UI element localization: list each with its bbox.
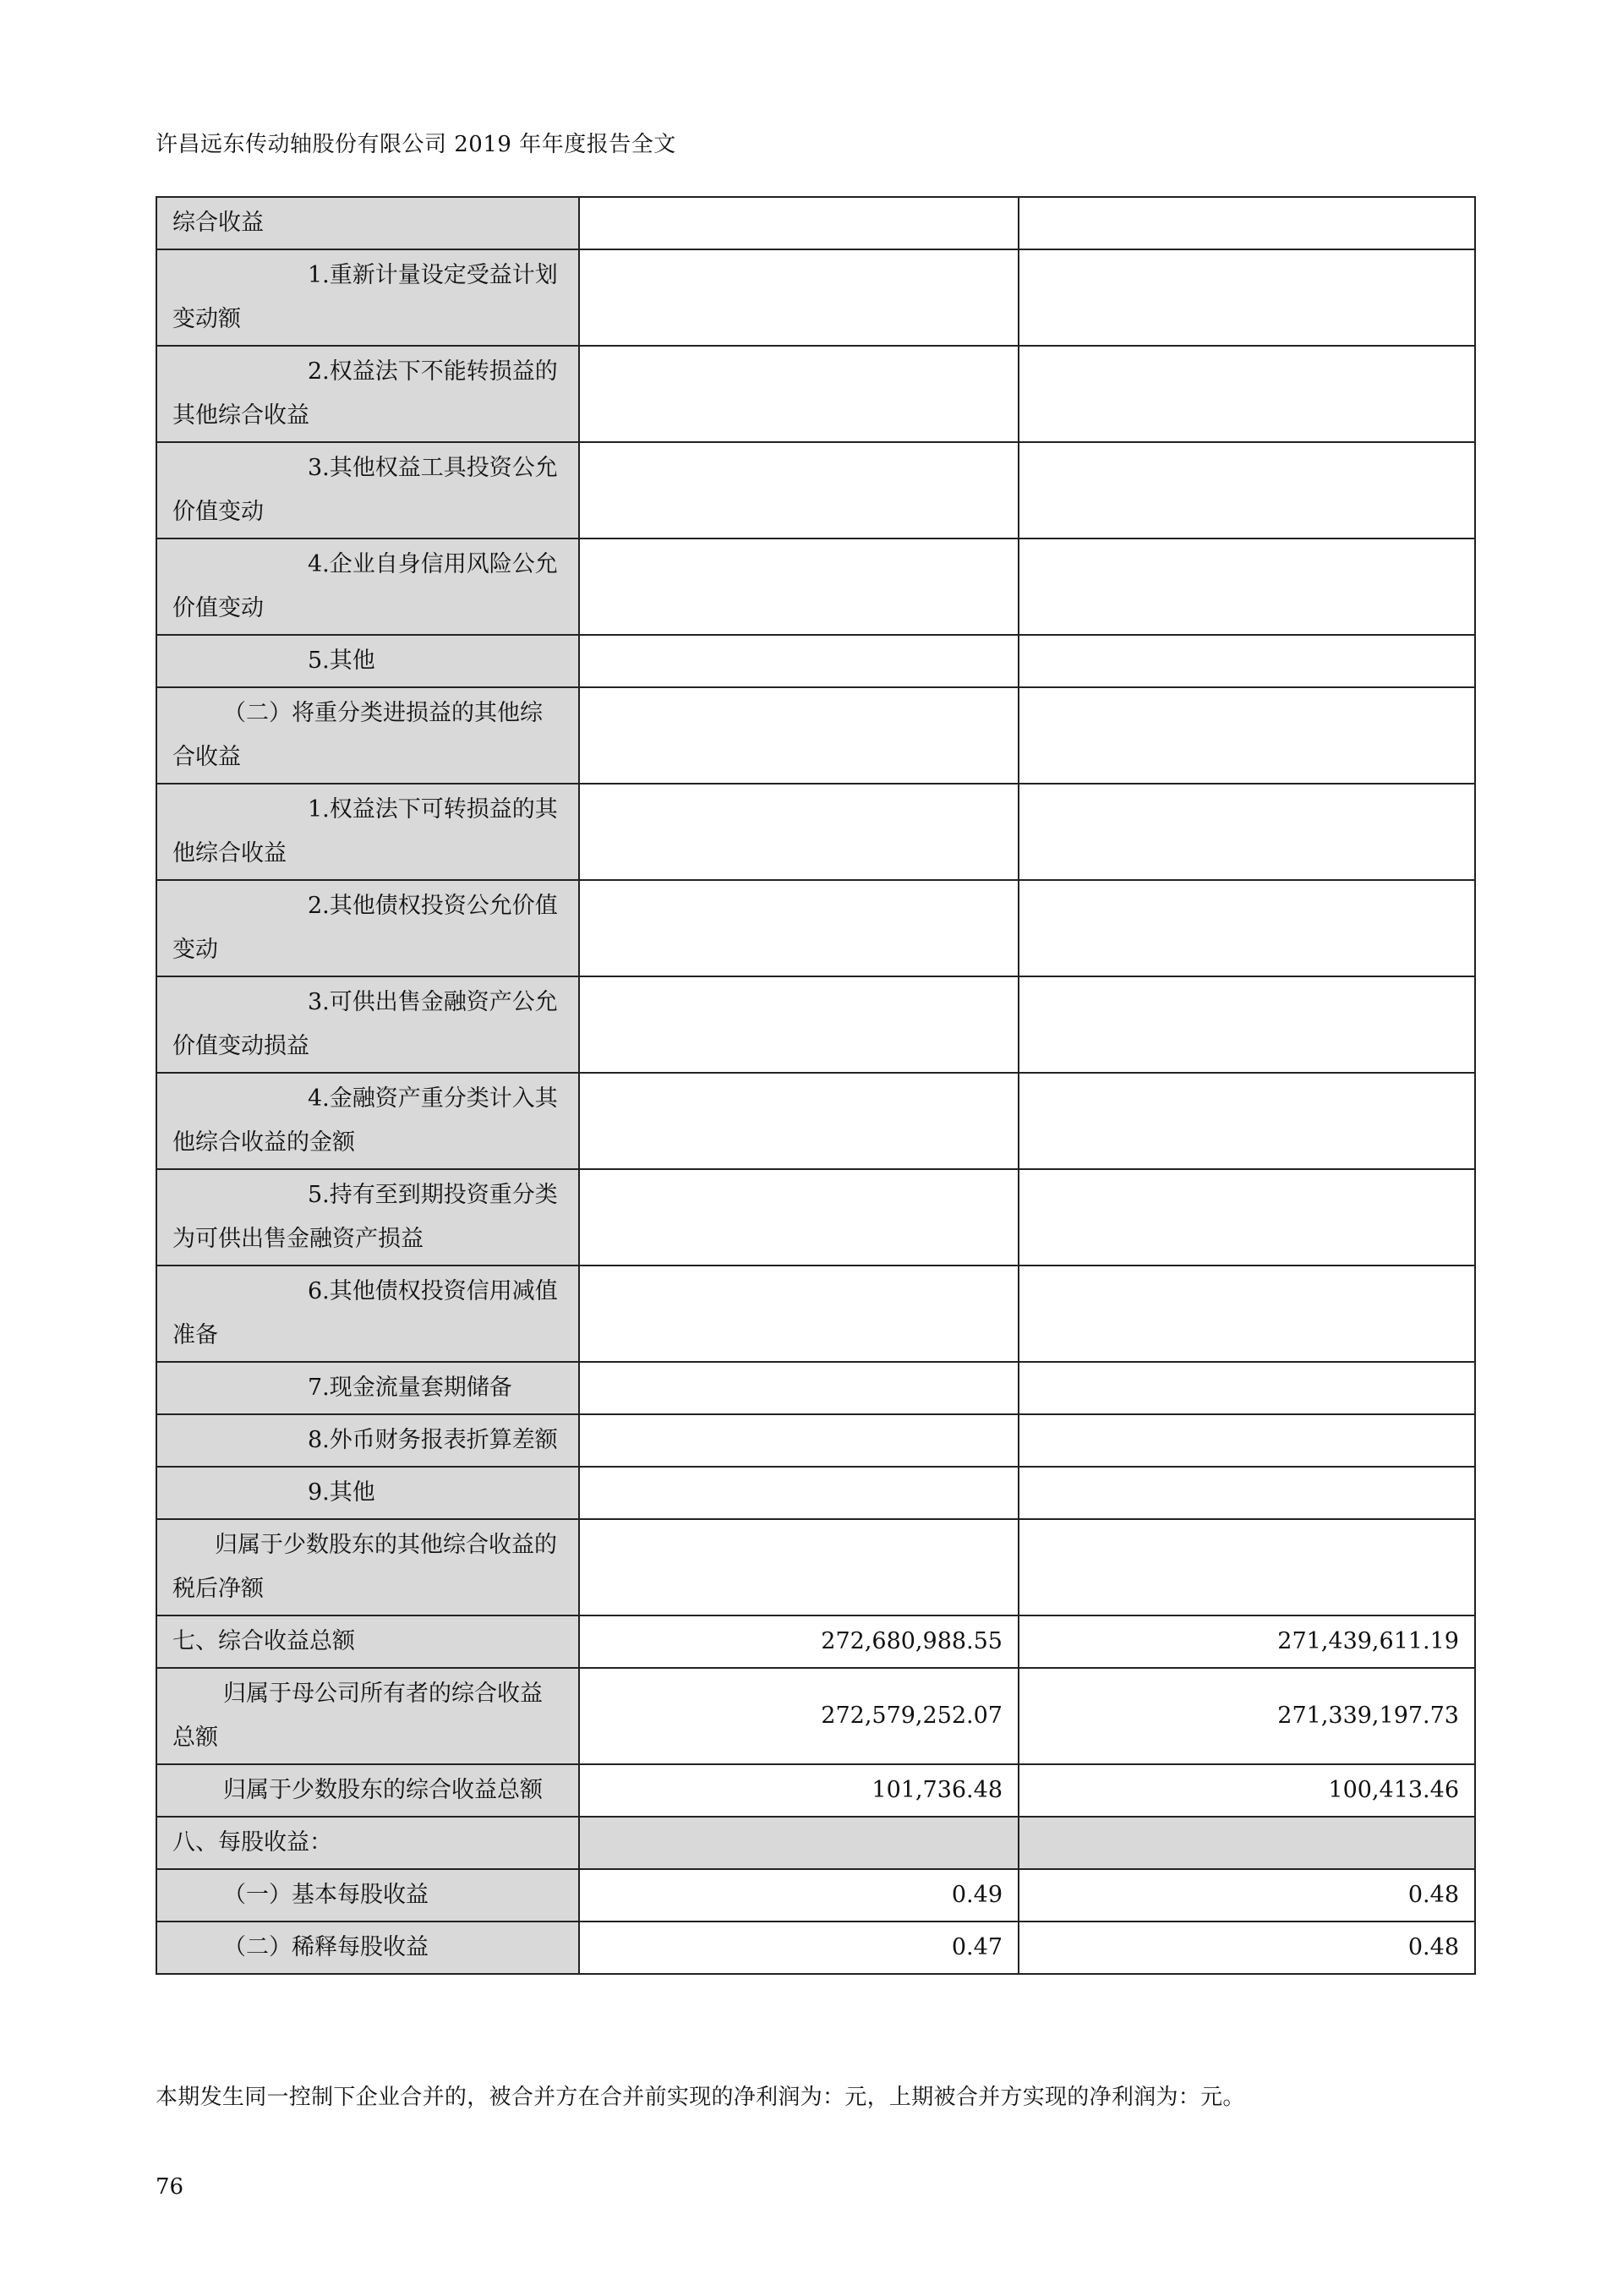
table-row [156,346,1475,442]
previous-period-value [1019,1266,1475,1362]
current-period-value [579,1362,1019,1414]
current-period-value [579,1169,1019,1266]
previous-period-value [1019,442,1475,538]
row-label: 2.权益法下不能转损益的其他综合收益 [156,346,579,442]
table-row [156,1266,1475,1362]
row-label: 归属于少数股东的其他综合收益的税后净额 [156,1519,579,1615]
table-row [156,635,1475,687]
report-header: 许昌远东传动轴股份有限公司 2019 年年度报告全文 [156,132,676,157]
row-label: 八、每股收益： [156,1817,579,1869]
table-row [156,442,1475,538]
table-row [156,1668,1475,1764]
table-row [156,1169,1475,1266]
previous-period-value: 0.48 [1019,1869,1475,1922]
table-row [156,1519,1475,1615]
previous-period-value [1019,635,1475,687]
row-label: 8.外币财务报表折算差额 [156,1414,579,1467]
current-period-value [579,1266,1019,1362]
current-period-value [579,976,1019,1073]
row-label: 1.权益法下可转损益的其他综合收益 [156,784,579,880]
table-row [156,249,1475,346]
current-period-value [579,1519,1019,1615]
row-label: 4.企业自身信用风险公允价值变动 [156,538,579,635]
previous-period-value [1019,538,1475,635]
row-label: 2.其他债权投资公允价值变动 [156,880,579,976]
previous-period-value [1019,880,1475,976]
previous-period-value [1019,1414,1475,1467]
table-row [156,880,1475,976]
previous-period-value [1019,784,1475,880]
current-period-value [579,635,1019,687]
current-period-value [579,784,1019,880]
table-row [156,538,1475,635]
row-label: 3.可供出售金融资产公允价值变动损益 [156,976,579,1073]
current-period-value [579,1467,1019,1519]
current-period-value [579,538,1019,635]
row-label: 9.其他 [156,1467,579,1519]
current-period-value [579,880,1019,976]
row-label: 1.重新计量设定受益计划变动额 [156,249,579,346]
previous-period-value [1019,197,1475,249]
current-period-value [579,249,1019,346]
current-period-value [579,197,1019,249]
table-row [156,1467,1475,1519]
row-label: 综合收益 [156,197,579,249]
current-period-value [579,442,1019,538]
previous-period-value: 271,439,611.19 [1019,1615,1475,1668]
table-row [156,784,1475,880]
row-label: （二）将重分类进损益的其他综合收益 [156,687,579,784]
previous-period-value [1019,1467,1475,1519]
previous-period-value: 100,413.46 [1019,1764,1475,1817]
row-label: 3.其他权益工具投资公允价值变动 [156,442,579,538]
table-row [156,1764,1475,1817]
merger-note: 本期发生同一控制下企业合并的，被合并方在合并前实现的净利润为：元，上期被合并方实现的净利润为：元。 [156,2085,1245,2110]
row-label: 5.持有至到期投资重分类为可供出售金融资产损益 [156,1169,579,1266]
previous-period-value [1019,1817,1475,1869]
current-period-value: 272,579,252.07 [579,1668,1019,1764]
previous-period-value [1019,1169,1475,1266]
table-row [156,1362,1475,1414]
row-label: 七、综合收益总额 [156,1615,579,1668]
table-row [156,1414,1475,1467]
table-row [156,1922,1475,1974]
row-label: （二）稀释每股收益 [156,1922,579,1974]
table-row [156,1869,1475,1922]
current-period-value [579,1414,1019,1467]
row-label: 6.其他债权投资信用减值准备 [156,1266,579,1362]
current-period-value [579,687,1019,784]
previous-period-value [1019,1362,1475,1414]
table-row [156,1615,1475,1668]
previous-period-value [1019,976,1475,1073]
table-row [156,1073,1475,1169]
previous-period-value [1019,346,1475,442]
row-label: 7.现金流量套期储备 [156,1362,579,1414]
table-row [156,976,1475,1073]
previous-period-value: 0.48 [1019,1922,1475,1974]
row-label: 5.其他 [156,635,579,687]
table-row [156,1817,1475,1869]
row-label: 归属于母公司所有者的综合收益总额 [156,1668,579,1764]
previous-period-value: 271,339,197.73 [1019,1668,1475,1764]
current-period-value [579,346,1019,442]
comprehensive-income-table [156,196,1476,1975]
row-label: 归属于少数股东的综合收益总额 [156,1764,579,1817]
current-period-value: 101,736.48 [579,1764,1019,1817]
previous-period-value [1019,249,1475,346]
current-period-value [579,1817,1019,1869]
previous-period-value [1019,687,1475,784]
current-period-value: 272,680,988.55 [579,1615,1019,1668]
current-period-value [579,1073,1019,1169]
row-label: 4.金融资产重分类计入其他综合收益的金额 [156,1073,579,1169]
row-label: （一）基本每股收益 [156,1869,579,1922]
previous-period-value [1019,1073,1475,1169]
previous-period-value [1019,1519,1475,1615]
table-row [156,687,1475,784]
page-number: 76 [156,2174,184,2200]
current-period-value: 0.49 [579,1869,1019,1922]
current-period-value: 0.47 [579,1922,1019,1974]
table-row [156,197,1475,249]
